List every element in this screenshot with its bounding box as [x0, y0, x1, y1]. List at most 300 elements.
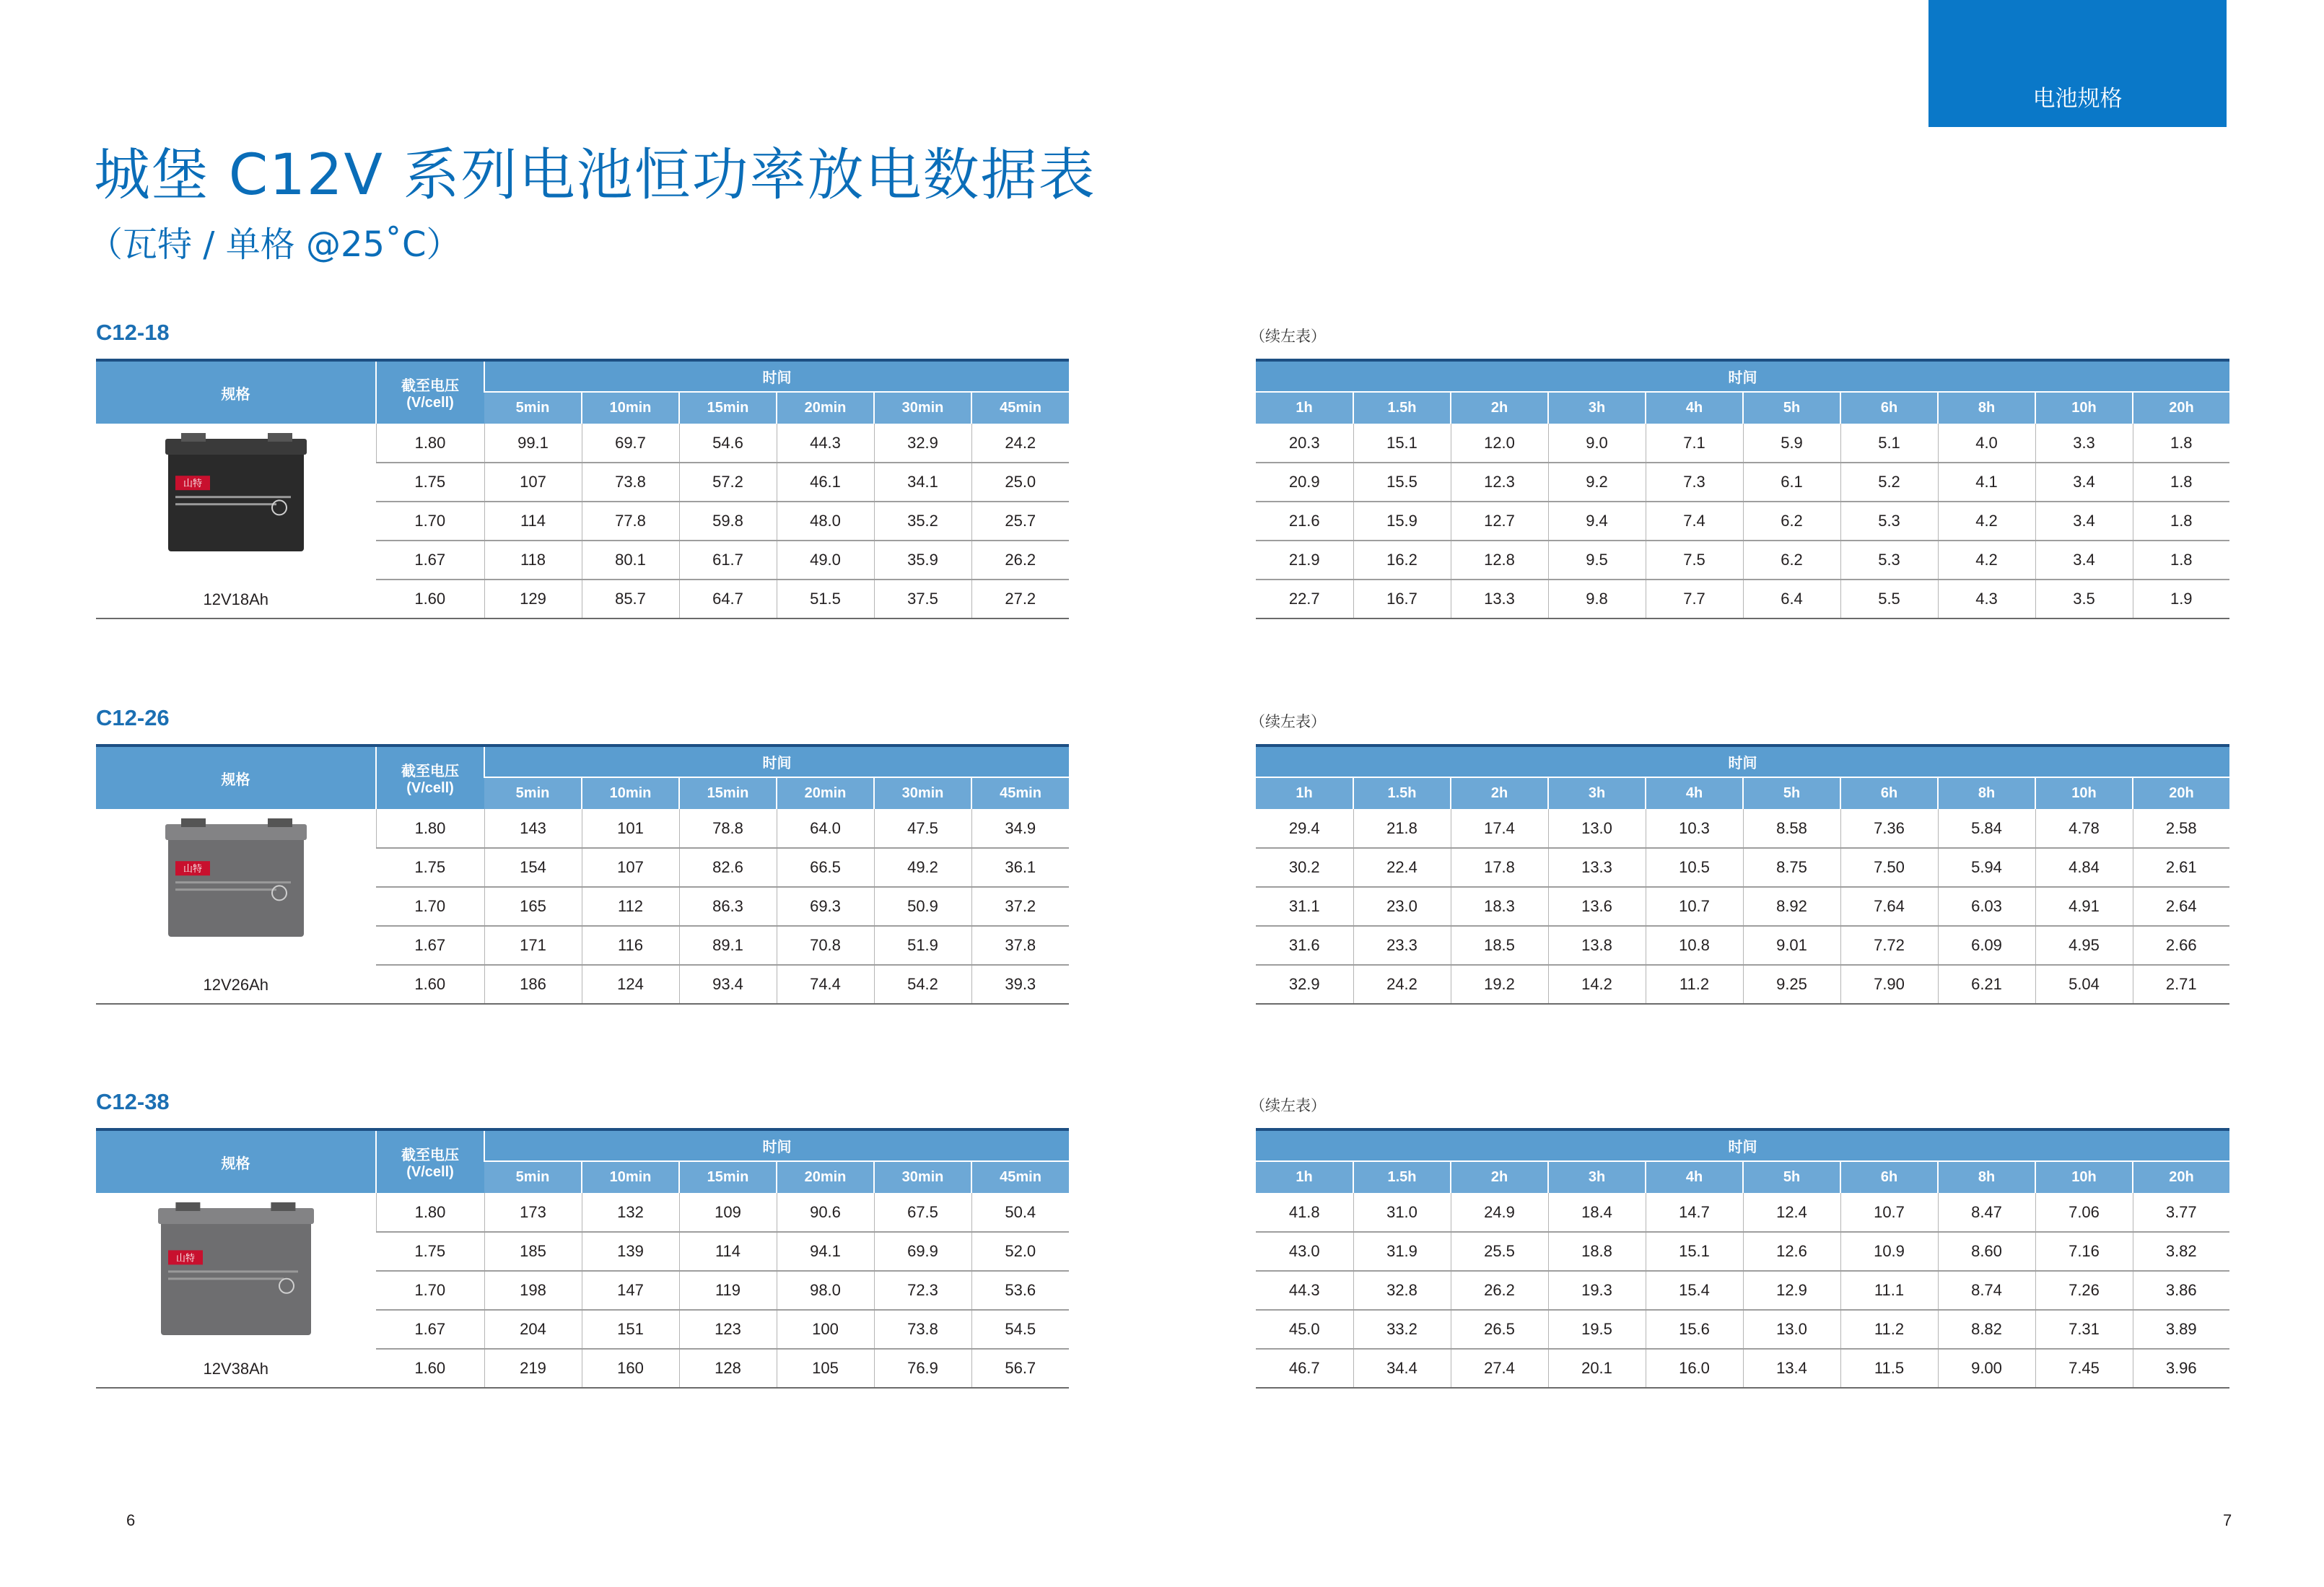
- power-value-cell: 198: [484, 1271, 582, 1310]
- power-value-cell: 3.82: [2133, 1232, 2229, 1271]
- spec-cell: [96, 809, 376, 1004]
- time-column-header: 20h: [2133, 1161, 2229, 1193]
- power-value-cell: 109: [679, 1193, 777, 1232]
- power-value-cell: 12.3: [1451, 463, 1548, 502]
- cutoff-unit: (V/cell): [406, 395, 454, 411]
- power-value-cell: 49.0: [777, 541, 874, 580]
- power-value-cell: 25.5: [1451, 1232, 1548, 1271]
- power-value-cell: 13.3: [1548, 848, 1646, 887]
- power-value-cell: 16.2: [1353, 541, 1451, 580]
- power-value-cell: 12.6: [1743, 1232, 1840, 1271]
- cutoff-voltage-cell: 1.67: [376, 1310, 484, 1349]
- power-value-cell: 143: [484, 809, 582, 848]
- time-column-header: 10min: [582, 392, 679, 424]
- time-column-header: 1.5h: [1353, 777, 1451, 809]
- power-value-cell: 204: [484, 1310, 582, 1349]
- power-value-cell: 3.3: [2035, 424, 2133, 463]
- time-column-header: 8h: [1938, 777, 2035, 809]
- power-value-cell: 3.96: [2133, 1349, 2229, 1388]
- power-value-cell: 3.77: [2133, 1193, 2229, 1232]
- time-column-header: 10min: [582, 1161, 679, 1193]
- power-value-cell: 22.7: [1256, 580, 1353, 618]
- power-value-cell: 7.06: [2035, 1193, 2133, 1232]
- svg-text:山特: 山特: [183, 864, 202, 875]
- power-value-cell: 37.8: [971, 926, 1069, 965]
- time-column-header: 45min: [971, 777, 1069, 809]
- power-value-cell: 5.84: [1938, 809, 2035, 848]
- power-value-cell: 76.9: [874, 1349, 971, 1388]
- power-value-cell: 8.82: [1938, 1310, 2035, 1349]
- power-value-cell: 53.6: [971, 1271, 1069, 1310]
- power-value-cell: 124: [582, 965, 679, 1004]
- power-value-cell: 34.4: [1353, 1349, 1451, 1388]
- power-value-cell: 36.1: [971, 848, 1069, 887]
- power-value-cell: 6.1: [1743, 463, 1840, 502]
- power-value-cell: 8.74: [1938, 1271, 2035, 1310]
- time-column-header: 10h: [2035, 777, 2133, 809]
- power-value-cell: 4.2: [1938, 541, 2035, 580]
- power-value-cell: 31.0: [1353, 1193, 1451, 1232]
- power-value-cell: 9.25: [1743, 965, 1840, 1004]
- power-value-cell: 107: [582, 848, 679, 887]
- power-value-cell: 11.1: [1840, 1271, 1938, 1310]
- power-value-cell: 9.5: [1548, 541, 1646, 580]
- power-value-cell: 10.7: [1646, 887, 1743, 926]
- power-value-cell: 7.5: [1646, 541, 1743, 580]
- power-value-cell: 11.2: [1840, 1310, 1938, 1349]
- power-value-cell: 34.1: [874, 463, 971, 502]
- power-value-cell: 7.72: [1840, 926, 1938, 965]
- power-value-cell: 77.8: [582, 502, 679, 541]
- power-value-cell: 100: [777, 1310, 874, 1349]
- power-value-cell: 8.58: [1743, 809, 1840, 848]
- power-value-cell: 7.36: [1840, 809, 1938, 848]
- cutoff-voltage-cell: 1.70: [376, 887, 484, 926]
- table-row: [1256, 809, 2229, 848]
- power-value-cell: 3.4: [2035, 541, 2133, 580]
- power-value-cell: 10.7: [1840, 1193, 1938, 1232]
- power-value-cell: 8.47: [1938, 1193, 2035, 1232]
- cutoff-voltage-cell: 1.70: [376, 502, 484, 541]
- power-value-cell: 16.7: [1353, 580, 1451, 618]
- power-value-cell: 2.58: [2133, 809, 2229, 848]
- power-value-cell: 18.8: [1548, 1232, 1646, 1271]
- spec-cell: [96, 1193, 376, 1388]
- table-row: [1256, 502, 2229, 541]
- cutoff-label: 截至电压: [401, 378, 459, 394]
- power-value-cell: 160: [582, 1349, 679, 1388]
- power-value-cell: 26.5: [1451, 1310, 1548, 1349]
- cutoff-voltage-cell: 1.80: [376, 1193, 484, 1232]
- power-value-cell: 23.3: [1353, 926, 1451, 965]
- power-value-cell: 128: [679, 1349, 777, 1388]
- power-value-cell: 9.8: [1548, 580, 1646, 618]
- power-value-cell: 13.0: [1548, 809, 1646, 848]
- power-value-cell: 5.5: [1840, 580, 1938, 618]
- table-row: [96, 1193, 1069, 1232]
- table-row: [1256, 887, 2229, 926]
- time-column-header: 4h: [1646, 777, 1743, 809]
- power-value-cell: 14.7: [1646, 1193, 1743, 1232]
- power-value-cell: 17.4: [1451, 809, 1548, 848]
- power-value-cell: 15.1: [1353, 424, 1451, 463]
- svg-text:山特: 山特: [175, 1253, 195, 1264]
- power-value-cell: 219: [484, 1349, 582, 1388]
- power-value-cell: 21.9: [1256, 541, 1353, 580]
- power-value-cell: 114: [679, 1232, 777, 1271]
- time-column-header: 10h: [2035, 392, 2133, 424]
- power-value-cell: 4.78: [2035, 809, 2133, 848]
- cutoff-header: [376, 360, 484, 424]
- power-value-cell: 10.9: [1840, 1232, 1938, 1271]
- power-value-cell: 1.8: [2133, 463, 2229, 502]
- power-value-cell: 54.2: [874, 965, 971, 1004]
- power-value-cell: 24.2: [1353, 965, 1451, 1004]
- power-value-cell: 6.2: [1743, 541, 1840, 580]
- time-column-header: 6h: [1840, 1161, 1938, 1193]
- power-value-cell: 35.2: [874, 502, 971, 541]
- power-value-cell: 73.8: [874, 1310, 971, 1349]
- power-value-cell: 114: [484, 502, 582, 541]
- right-table: [1256, 744, 2229, 1005]
- power-value-cell: 9.00: [1938, 1349, 2035, 1388]
- time-column-header: 2h: [1451, 392, 1548, 424]
- power-value-cell: 123: [679, 1310, 777, 1349]
- cutoff-unit: (V/cell): [406, 780, 454, 796]
- page-subtitle: （瓦特 / 单格 @25˚C）: [88, 224, 461, 265]
- time-column-header: 1.5h: [1353, 392, 1451, 424]
- power-value-cell: 19.3: [1548, 1271, 1646, 1310]
- power-value-cell: 78.8: [679, 809, 777, 848]
- power-value-cell: 173: [484, 1193, 582, 1232]
- time-header: 时间: [1256, 746, 2229, 777]
- cutoff-voltage-cell: 1.60: [376, 1349, 484, 1388]
- time-column-header: 10h: [2035, 1161, 2133, 1193]
- power-value-cell: 47.5: [874, 809, 971, 848]
- power-value-cell: 2.61: [2133, 848, 2229, 887]
- power-value-cell: 56.7: [971, 1349, 1069, 1388]
- time-column-header: 15min: [679, 777, 777, 809]
- power-value-cell: 3.89: [2133, 1310, 2229, 1349]
- power-value-cell: 26.2: [1451, 1271, 1548, 1310]
- power-value-cell: 11.5: [1840, 1349, 1938, 1388]
- power-value-cell: 147: [582, 1271, 679, 1310]
- power-value-cell: 6.2: [1743, 502, 1840, 541]
- time-header: 时间: [484, 1129, 1069, 1161]
- spec-name: 12V18Ah: [203, 590, 269, 608]
- power-value-cell: 25.0: [971, 463, 1069, 502]
- power-value-cell: 33.2: [1353, 1310, 1451, 1349]
- power-value-cell: 61.7: [679, 541, 777, 580]
- battery-image: [164, 432, 308, 554]
- power-value-cell: 129: [484, 580, 582, 618]
- spec-header: 规格: [96, 746, 376, 809]
- power-value-cell: 154: [484, 848, 582, 887]
- power-value-cell: 31.1: [1256, 887, 1353, 926]
- time-column-header: 10min: [582, 777, 679, 809]
- power-value-cell: 24.9: [1451, 1193, 1548, 1232]
- power-value-cell: 82.6: [679, 848, 777, 887]
- power-value-cell: 119: [679, 1271, 777, 1310]
- power-value-cell: 132: [582, 1193, 679, 1232]
- power-value-cell: 98.0: [777, 1271, 874, 1310]
- power-value-cell: 12.4: [1743, 1193, 1840, 1232]
- left-table: [96, 359, 1069, 619]
- time-column-header: 15min: [679, 392, 777, 424]
- power-value-cell: 17.8: [1451, 848, 1548, 887]
- power-value-cell: 7.7: [1646, 580, 1743, 618]
- power-value-cell: 66.5: [777, 848, 874, 887]
- table-row: [1256, 1193, 2229, 1232]
- power-value-cell: 7.16: [2035, 1232, 2133, 1271]
- table-row: [1256, 965, 2229, 1004]
- time-column-header: 20min: [777, 1161, 874, 1193]
- spec-name: 12V26Ah: [203, 976, 269, 994]
- power-value-cell: 89.1: [679, 926, 777, 965]
- power-value-cell: 54.6: [679, 424, 777, 463]
- right-table: [1256, 1128, 2229, 1389]
- cutoff-unit: (V/cell): [406, 1164, 454, 1180]
- power-value-cell: 39.3: [971, 965, 1069, 1004]
- power-value-cell: 4.0: [1938, 424, 2035, 463]
- power-value-cell: 59.8: [679, 502, 777, 541]
- power-value-cell: 9.2: [1548, 463, 1646, 502]
- cutoff-header: [376, 1129, 484, 1193]
- time-column-header: 4h: [1646, 392, 1743, 424]
- spec-cell: [96, 424, 376, 618]
- power-value-cell: 20.1: [1548, 1349, 1646, 1388]
- power-value-cell: 10.5: [1646, 848, 1743, 887]
- power-value-cell: 7.45: [2035, 1349, 2133, 1388]
- cutoff-voltage-cell: 1.67: [376, 541, 484, 580]
- continued-label: （续左表）: [1250, 713, 1326, 730]
- time-header: 时间: [484, 360, 1069, 392]
- power-value-cell: 18.5: [1451, 926, 1548, 965]
- svg-text:山特: 山特: [183, 478, 202, 490]
- power-value-cell: 69.9: [874, 1232, 971, 1271]
- table-row: [1256, 463, 2229, 502]
- power-value-cell: 5.3: [1840, 502, 1938, 541]
- cutoff-label: 截至电压: [401, 764, 459, 779]
- power-value-cell: 4.91: [2035, 887, 2133, 926]
- power-value-cell: 72.3: [874, 1271, 971, 1310]
- table-row: [1256, 926, 2229, 965]
- power-value-cell: 9.0: [1548, 424, 1646, 463]
- time-column-header: 45min: [971, 392, 1069, 424]
- cutoff-voltage-cell: 1.60: [376, 580, 484, 618]
- power-value-cell: 52.0: [971, 1232, 1069, 1271]
- power-value-cell: 90.6: [777, 1193, 874, 1232]
- time-column-header: 8h: [1938, 1161, 2035, 1193]
- power-value-cell: 5.1: [1840, 424, 1938, 463]
- power-value-cell: 4.1: [1938, 463, 2035, 502]
- power-value-cell: 8.75: [1743, 848, 1840, 887]
- power-value-cell: 8.92: [1743, 887, 1840, 926]
- power-value-cell: 112: [582, 887, 679, 926]
- power-value-cell: 5.94: [1938, 848, 2035, 887]
- power-value-cell: 1.8: [2133, 541, 2229, 580]
- power-value-cell: 14.2: [1548, 965, 1646, 1004]
- time-column-header: 8h: [1938, 392, 2035, 424]
- power-value-cell: 6.4: [1743, 580, 1840, 618]
- battery-image: [164, 817, 308, 940]
- model-title: C12-26: [96, 705, 170, 730]
- power-value-cell: 10.8: [1646, 926, 1743, 965]
- time-column-header: 1h: [1256, 1161, 1353, 1193]
- left-table: [96, 744, 1069, 1005]
- time-column-header: 4h: [1646, 1161, 1743, 1193]
- time-column-header: 1h: [1256, 777, 1353, 809]
- power-value-cell: 31.9: [1353, 1232, 1451, 1271]
- power-value-cell: 69.3: [777, 887, 874, 926]
- spec-header: 规格: [96, 360, 376, 424]
- power-value-cell: 5.2: [1840, 463, 1938, 502]
- power-value-cell: 3.4: [2035, 463, 2133, 502]
- table-row: [96, 809, 1069, 848]
- time-column-header: 2h: [1451, 777, 1548, 809]
- power-value-cell: 50.9: [874, 887, 971, 926]
- time-column-header: 5h: [1743, 777, 1840, 809]
- power-value-cell: 13.8: [1548, 926, 1646, 965]
- power-value-cell: 12.8: [1451, 541, 1548, 580]
- page-title: 城堡 C12V 系列电池恒功率放电数据表: [94, 143, 1096, 208]
- time-column-header: 5min: [484, 777, 582, 809]
- time-column-header: 5min: [484, 392, 582, 424]
- power-value-cell: 27.2: [971, 580, 1069, 618]
- power-value-cell: 30.2: [1256, 848, 1353, 887]
- cutoff-voltage-cell: 1.80: [376, 424, 484, 463]
- power-value-cell: 4.3: [1938, 580, 2035, 618]
- power-value-cell: 6.21: [1938, 965, 2035, 1004]
- time-header: 时间: [484, 746, 1069, 777]
- left-table: [96, 1128, 1069, 1389]
- power-value-cell: 16.0: [1646, 1349, 1743, 1388]
- table-row: [1256, 848, 2229, 887]
- table-row: [96, 424, 1069, 463]
- power-value-cell: 9.01: [1743, 926, 1840, 965]
- power-value-cell: 46.1: [777, 463, 874, 502]
- time-column-header: 6h: [1840, 777, 1938, 809]
- power-value-cell: 139: [582, 1232, 679, 1271]
- power-value-cell: 4.95: [2035, 926, 2133, 965]
- model-title: C12-18: [96, 320, 170, 345]
- power-value-cell: 3.86: [2133, 1271, 2229, 1310]
- power-value-cell: 7.4: [1646, 502, 1743, 541]
- power-value-cell: 13.6: [1548, 887, 1646, 926]
- cutoff-voltage-cell: 1.75: [376, 1232, 484, 1271]
- power-value-cell: 57.2: [679, 463, 777, 502]
- power-value-cell: 13.0: [1743, 1310, 1840, 1349]
- cutoff-voltage-cell: 1.70: [376, 1271, 484, 1310]
- cutoff-voltage-cell: 1.75: [376, 463, 484, 502]
- power-value-cell: 45.0: [1256, 1310, 1353, 1349]
- power-value-cell: 24.2: [971, 424, 1069, 463]
- table-row: [1256, 1310, 2229, 1349]
- time-column-header: 20h: [2133, 392, 2229, 424]
- power-value-cell: 51.5: [777, 580, 874, 618]
- power-value-cell: 93.4: [679, 965, 777, 1004]
- time-column-header: 30min: [874, 392, 971, 424]
- power-value-cell: 21.6: [1256, 502, 1353, 541]
- power-value-cell: 15.6: [1646, 1310, 1743, 1349]
- power-value-cell: 70.8: [777, 926, 874, 965]
- power-value-cell: 5.3: [1840, 541, 1938, 580]
- power-value-cell: 13.4: [1743, 1349, 1840, 1388]
- power-value-cell: 51.9: [874, 926, 971, 965]
- power-value-cell: 29.4: [1256, 809, 1353, 848]
- time-column-header: 6h: [1840, 392, 1938, 424]
- power-value-cell: 10.3: [1646, 809, 1743, 848]
- time-column-header: 1h: [1256, 392, 1353, 424]
- power-value-cell: 7.1: [1646, 424, 1743, 463]
- power-value-cell: 74.4: [777, 965, 874, 1004]
- power-value-cell: 64.0: [777, 809, 874, 848]
- time-column-header: 20h: [2133, 777, 2229, 809]
- power-value-cell: 9.4: [1548, 502, 1646, 541]
- power-value-cell: 21.8: [1353, 809, 1451, 848]
- time-column-header: 20min: [777, 777, 874, 809]
- time-header: 时间: [1256, 1129, 2229, 1161]
- power-value-cell: 80.1: [582, 541, 679, 580]
- time-column-header: 15min: [679, 1161, 777, 1193]
- power-value-cell: 185: [484, 1232, 582, 1271]
- power-value-cell: 54.5: [971, 1310, 1069, 1349]
- power-value-cell: 105: [777, 1349, 874, 1388]
- power-value-cell: 15.4: [1646, 1271, 1743, 1310]
- power-value-cell: 118: [484, 541, 582, 580]
- power-value-cell: 15.9: [1353, 502, 1451, 541]
- power-value-cell: 171: [484, 926, 582, 965]
- table-row: [1256, 1271, 2229, 1310]
- power-value-cell: 7.26: [2035, 1271, 2133, 1310]
- power-value-cell: 37.2: [971, 887, 1069, 926]
- power-value-cell: 25.7: [971, 502, 1069, 541]
- power-value-cell: 31.6: [1256, 926, 1353, 965]
- spec-header: 规格: [96, 1129, 376, 1193]
- table-row: [1256, 541, 2229, 580]
- power-value-cell: 15.1: [1646, 1232, 1743, 1271]
- power-value-cell: 2.66: [2133, 926, 2229, 965]
- power-value-cell: 1.9: [2133, 580, 2229, 618]
- page-number-left: 6: [126, 1511, 136, 1529]
- power-value-cell: 44.3: [777, 424, 874, 463]
- power-value-cell: 7.64: [1840, 887, 1938, 926]
- power-value-cell: 34.9: [971, 809, 1069, 848]
- power-value-cell: 4.2: [1938, 502, 2035, 541]
- power-value-cell: 18.4: [1548, 1193, 1646, 1232]
- power-value-cell: 69.7: [582, 424, 679, 463]
- power-value-cell: 8.60: [1938, 1232, 2035, 1271]
- power-value-cell: 64.7: [679, 580, 777, 618]
- cutoff-voltage-cell: 1.67: [376, 926, 484, 965]
- spec-name: 12V38Ah: [203, 1360, 269, 1378]
- power-value-cell: 116: [582, 926, 679, 965]
- time-column-header: 5h: [1743, 1161, 1840, 1193]
- power-value-cell: 50.4: [971, 1193, 1069, 1232]
- power-value-cell: 12.9: [1743, 1271, 1840, 1310]
- power-value-cell: 49.2: [874, 848, 971, 887]
- power-value-cell: 7.50: [1840, 848, 1938, 887]
- time-column-header: 20min: [777, 392, 874, 424]
- power-value-cell: 35.9: [874, 541, 971, 580]
- power-value-cell: 2.64: [2133, 887, 2229, 926]
- power-value-cell: 6.03: [1938, 887, 2035, 926]
- power-value-cell: 27.4: [1451, 1349, 1548, 1388]
- power-value-cell: 19.2: [1451, 965, 1548, 1004]
- continued-label: （续左表）: [1250, 1097, 1326, 1114]
- power-value-cell: 1.8: [2133, 502, 2229, 541]
- model-title: C12-38: [96, 1089, 170, 1114]
